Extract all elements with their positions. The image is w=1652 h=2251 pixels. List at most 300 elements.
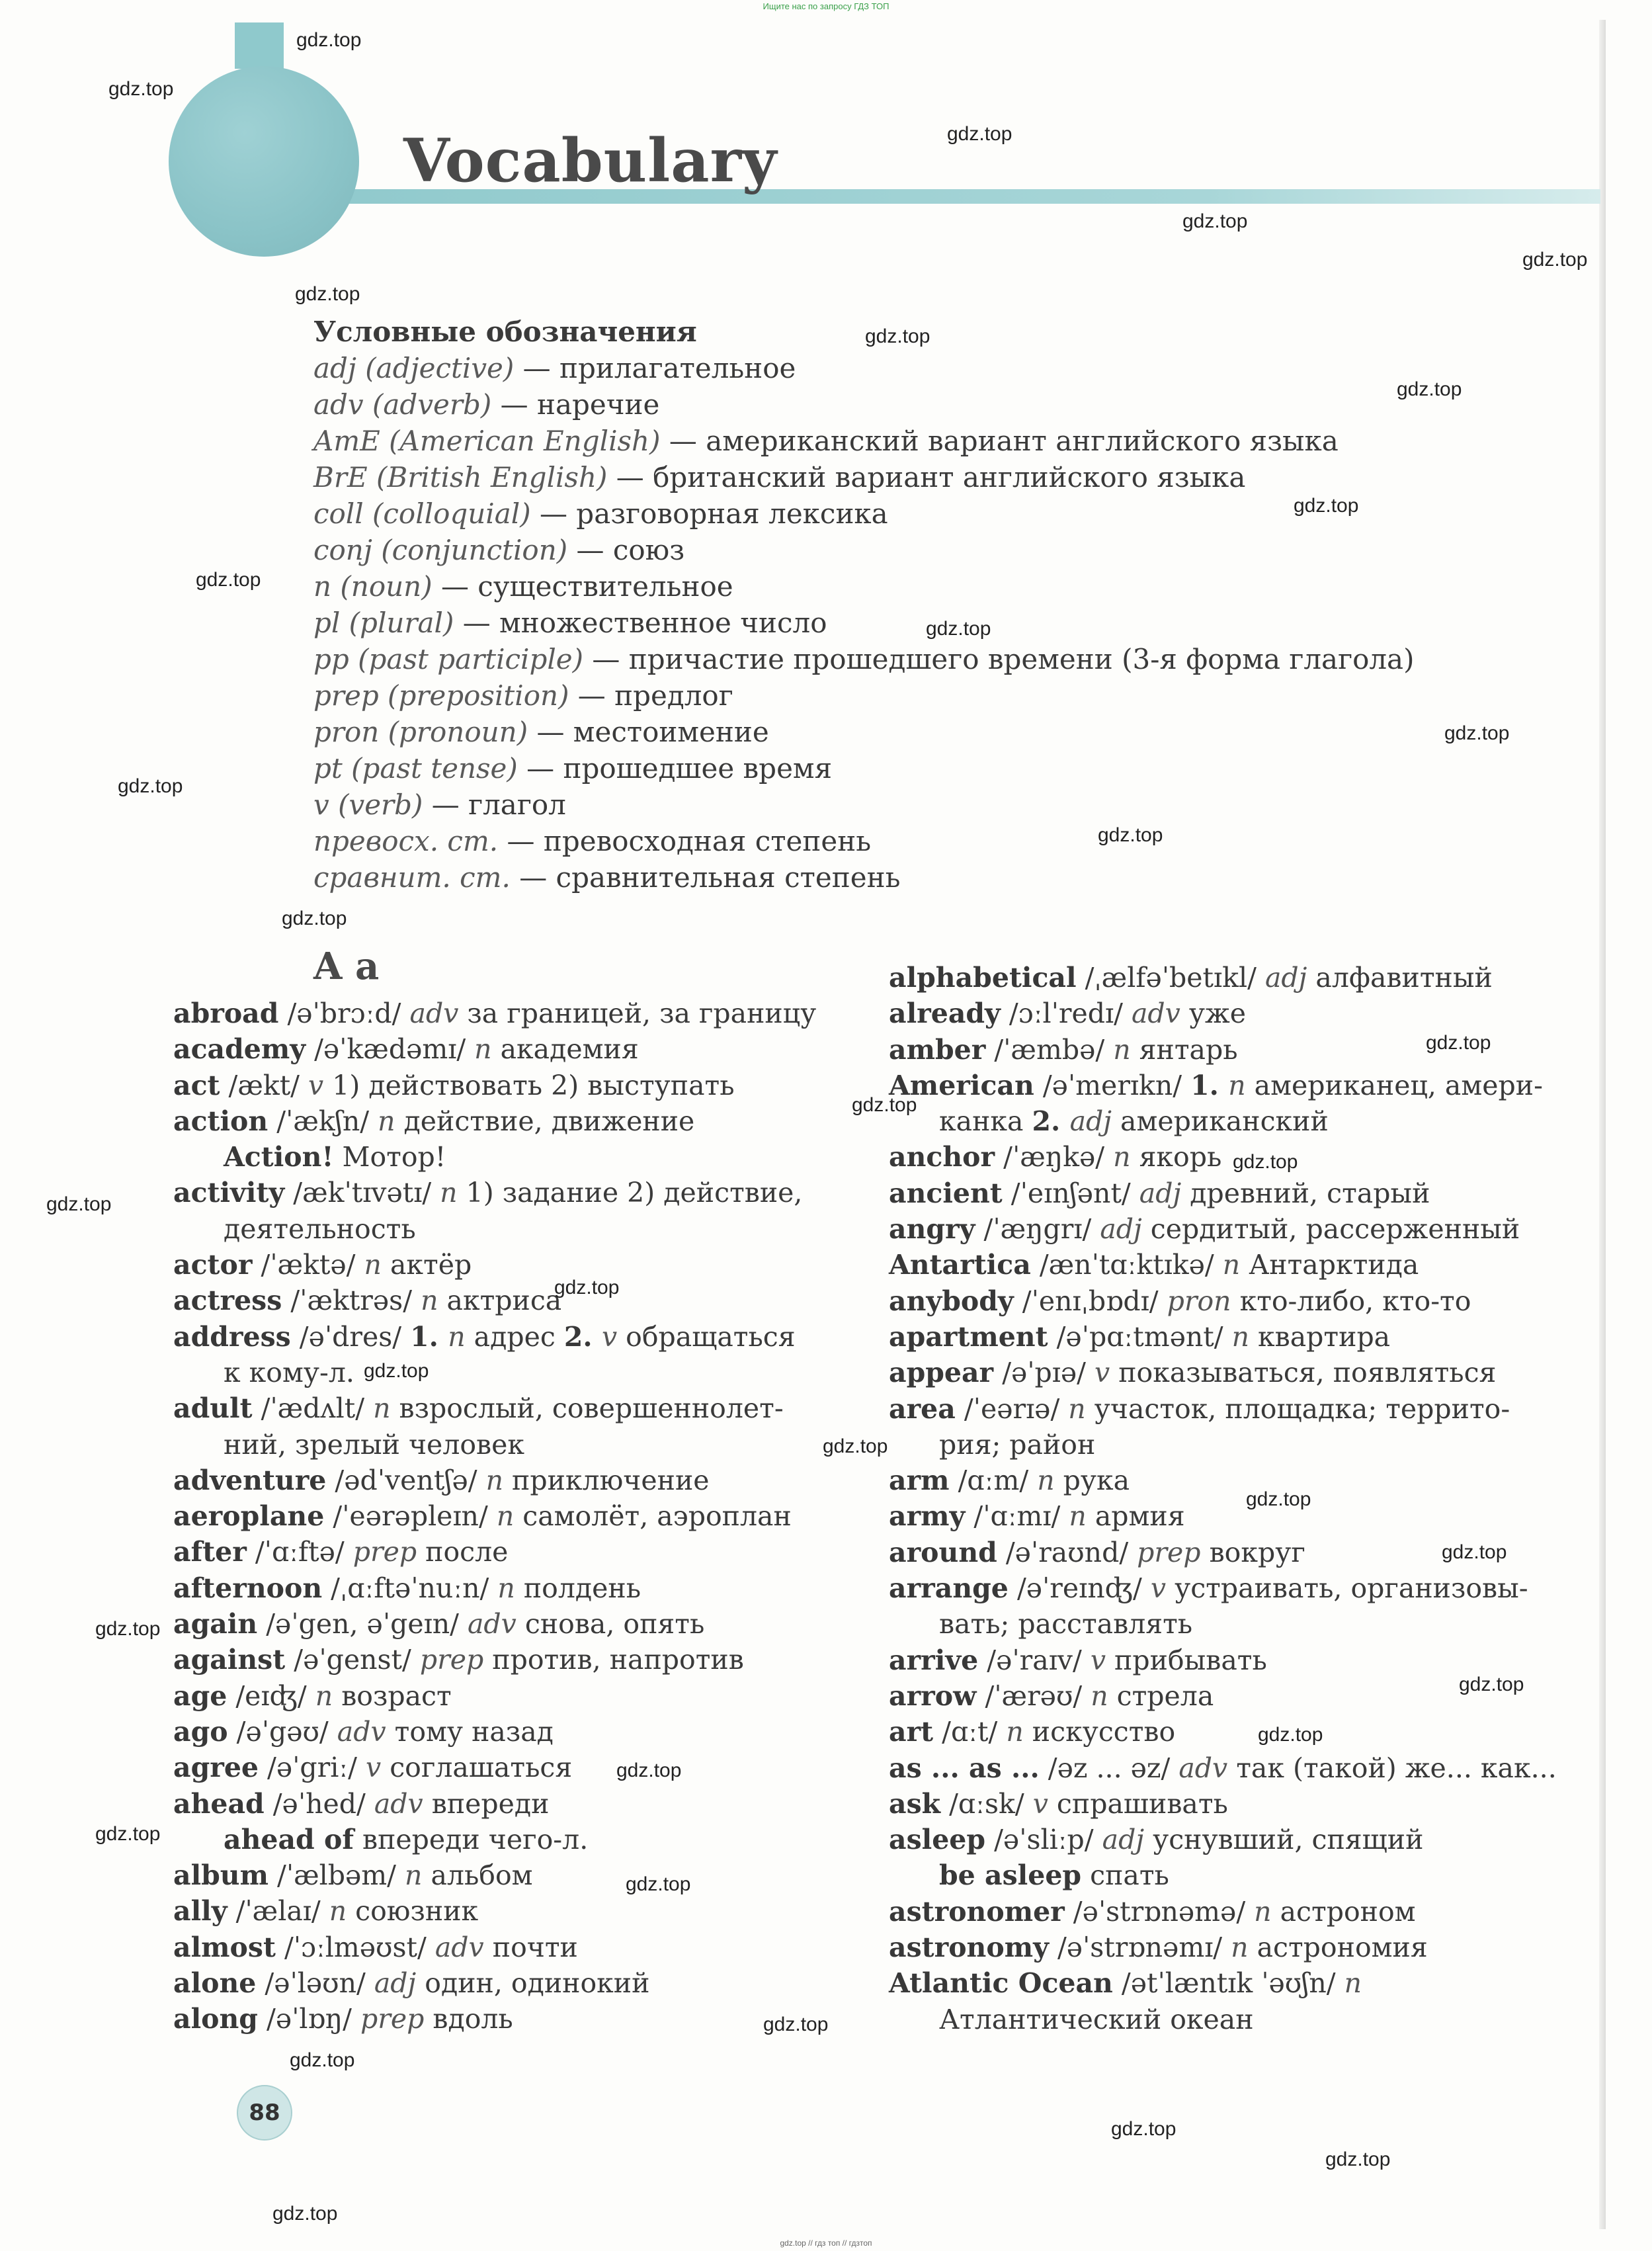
headword: around — [889, 1536, 997, 1568]
legend-row — [313, 495, 1570, 532]
dictionary-entry — [889, 1606, 1563, 1642]
legend-row — [313, 532, 1570, 568]
legend-row — [313, 859, 1570, 896]
legend-abbr: v (verb) — [313, 788, 423, 821]
watermark: gdz.top — [46, 1193, 112, 1215]
dictionary-entry — [889, 2002, 1563, 2037]
phrase: Action! — [224, 1141, 334, 1173]
legend-meaning: — глагол — [423, 788, 566, 821]
legend-abbr: pl (plural) — [313, 607, 454, 639]
dictionary-entry — [173, 1139, 848, 1175]
transcription: /eɪʤ/ — [227, 1679, 315, 1712]
part-of-speech: adv — [374, 1787, 423, 1820]
legend-meaning: — предлог — [569, 679, 733, 712]
headword: after — [173, 1536, 247, 1568]
translation: спрашивать — [1048, 1787, 1228, 1820]
legend-abbr: prep (preposition) — [313, 679, 569, 712]
part-of-speech: adv — [434, 1931, 484, 1963]
sense-number: 1. — [1190, 1069, 1229, 1101]
transcription: /ˈɔːlməʊst/ — [275, 1931, 435, 1963]
watermark: gdz.top — [282, 908, 347, 929]
transcription: /ˈædʌlt/ — [252, 1392, 374, 1425]
part-of-speech: v — [1032, 1787, 1048, 1820]
page-number: 88 — [237, 2085, 292, 2141]
legend-row — [313, 350, 1570, 386]
dictionary-entry — [173, 1678, 848, 1714]
watermark: gdz.top — [1522, 249, 1588, 271]
dictionary-entry — [173, 1390, 848, 1426]
dictionary-entry — [889, 1642, 1563, 1678]
translation: тому назад — [386, 1715, 554, 1748]
transcription: /ˈærəʊ/ — [976, 1679, 1091, 1712]
headword: adventure — [173, 1464, 327, 1496]
part-of-speech: n — [1113, 1033, 1131, 1066]
headword: army — [889, 1500, 966, 1533]
headword: aeroplane — [173, 1500, 325, 1533]
headword: as ... as ... — [889, 1752, 1040, 1784]
headword: astronomy — [889, 1932, 1049, 1964]
translation: кто-либо, кто-то — [1231, 1285, 1471, 1317]
watermark: gdz.top — [1459, 1674, 1524, 1695]
legend-meaning: — американский вариант английского языка — [660, 425, 1339, 457]
left-column — [173, 996, 848, 2037]
part-of-speech: n — [1222, 1249, 1241, 1281]
translation: квартира — [1249, 1320, 1391, 1353]
watermark: gdz.top — [852, 1094, 917, 1116]
translation: обращаться — [617, 1320, 796, 1353]
legend-meaning: — множественное число — [454, 607, 827, 639]
part-of-speech: n — [373, 1392, 391, 1425]
part-of-speech: n — [405, 1859, 423, 1892]
transcription: /ɑːsk/ — [940, 1787, 1033, 1820]
watermark: gdz.top — [1442, 1541, 1507, 1563]
dictionary-entry — [173, 1786, 848, 1822]
headword: address — [173, 1320, 291, 1353]
translation: вдоль — [424, 2003, 513, 2035]
dictionary-entry — [173, 1103, 848, 1139]
dictionary-entry — [173, 1211, 848, 1247]
headword: ancient — [889, 1177, 1003, 1209]
translation: адрес — [465, 1320, 564, 1353]
part-of-speech: n — [448, 1320, 466, 1353]
watermark: gdz.top — [95, 1618, 161, 1640]
dictionary-entry — [889, 1930, 1563, 1965]
watermark: gdz.top — [1294, 495, 1359, 517]
watermark: gdz.top — [616, 1760, 682, 1781]
legend-row — [313, 750, 1570, 786]
dictionary-entry — [889, 1391, 1563, 1427]
translation: соглашаться — [381, 1752, 573, 1784]
watermark: gdz.top — [1111, 2118, 1177, 2140]
dictionary-entry — [173, 1175, 848, 1210]
dictionary-entry — [889, 1139, 1563, 1175]
watermark: gdz.top — [1426, 1032, 1491, 1054]
part-of-speech: n — [440, 1177, 458, 1209]
part-of-speech: v — [1090, 1644, 1106, 1676]
headword: art — [889, 1716, 934, 1748]
part-of-speech: n — [329, 1895, 347, 1928]
part-of-speech: adj — [1264, 962, 1307, 994]
legend-abbr: coll (colloquial) — [313, 497, 531, 530]
headword: anchor — [889, 1141, 995, 1173]
translation: полдень — [515, 1572, 641, 1604]
watermark: gdz.top — [364, 1360, 429, 1382]
transcription: /əˈmerɪkn/ — [1034, 1069, 1191, 1101]
dictionary-entry — [889, 1822, 1563, 1857]
headword: again — [173, 1608, 258, 1640]
dictionary-entry — [889, 1498, 1563, 1534]
dictionary-entry — [173, 1068, 848, 1103]
translation: прибывать — [1105, 1644, 1267, 1676]
transcription: /ətˈlæntɪk ˈəʊʃn/ — [1112, 1967, 1344, 2000]
transcription: /ədˈventʃə/ — [326, 1464, 486, 1496]
dictionary-entry — [889, 1175, 1563, 1211]
headword: arrive — [889, 1644, 979, 1676]
headword: along — [173, 2003, 258, 2035]
legend-abbr: n (noun) — [313, 570, 433, 603]
dictionary-entry — [173, 2001, 848, 2037]
headword: American — [889, 1069, 1034, 1101]
headword: apartment — [889, 1320, 1048, 1353]
legend-row — [313, 641, 1570, 677]
dictionary-entry — [173, 1319, 848, 1355]
dictionary-entry — [173, 1965, 848, 2001]
watermark: gdz.top — [1246, 1488, 1311, 1510]
translation: янтарь — [1130, 1033, 1238, 1066]
dictionary-entry — [889, 1463, 1563, 1498]
part-of-speech: n — [1006, 1716, 1024, 1748]
legend-meaning: — существительное — [432, 570, 733, 603]
legend-meaning: — разговорная лексика — [530, 497, 888, 530]
transcription: /ækˈtɪvətɪ/ — [284, 1177, 440, 1209]
translation: спать — [1081, 1859, 1169, 1892]
watermark: gdz.top — [626, 1873, 691, 1895]
translation: впереди чего-л. — [353, 1823, 589, 1855]
part-of-speech: adj — [1069, 1105, 1112, 1138]
translation: искусство — [1023, 1716, 1176, 1748]
part-of-speech: n — [474, 1033, 492, 1066]
transcription: /ˈeərəpleɪn/ — [324, 1500, 497, 1533]
legend-abbr: conj (conjunction) — [313, 534, 568, 566]
translation: участок, площадка; террито- — [1085, 1392, 1510, 1425]
headword: angry — [889, 1213, 975, 1246]
translation: уже — [1180, 998, 1246, 1030]
translation: за границей, за границу — [458, 998, 817, 1029]
headword: actor — [173, 1249, 253, 1281]
dictionary-entry — [173, 1857, 848, 1893]
part-of-speech: n — [496, 1500, 515, 1533]
part-of-speech: n — [1228, 1069, 1246, 1101]
translation: снова, опять — [516, 1608, 705, 1640]
translation: деятельность — [224, 1212, 416, 1245]
legend-meaning: — прилагательное — [514, 352, 796, 384]
transcription: /ˈenɪˌbɒdɪ/ — [1013, 1285, 1167, 1317]
part-of-speech: v — [1094, 1357, 1110, 1389]
watermark: gdz.top — [1444, 722, 1510, 744]
watermark: gdz.top — [823, 1435, 888, 1457]
legend-abbr: pp (past participle) — [313, 643, 584, 675]
part-of-speech: v — [366, 1752, 382, 1784]
watermark: gdz.top — [554, 1277, 620, 1298]
sense-number: 1. — [410, 1320, 448, 1353]
transcription: /ˈækʃn/ — [268, 1105, 378, 1137]
transcription: /əz ... əz/ — [1039, 1752, 1179, 1784]
dictionary-entry — [889, 1068, 1563, 1103]
translation: актёр — [381, 1249, 472, 1281]
headword: ago — [173, 1715, 228, 1748]
part-of-speech: n — [1037, 1465, 1055, 1497]
headword: already — [889, 998, 1001, 1030]
part-of-speech: prep — [360, 2003, 425, 2035]
phrase: ahead of — [224, 1823, 354, 1855]
transcription: /əˈraʊnd/ — [997, 1536, 1137, 1568]
transcription: /əˈbrɔːd/ — [278, 998, 410, 1029]
transcription: /ɑːm/ — [949, 1465, 1038, 1497]
translation: взрослый, совершеннолет- — [390, 1392, 784, 1425]
dictionary-entry — [889, 1211, 1563, 1247]
part-of-speech: n — [1231, 1320, 1249, 1353]
part-of-speech: adj — [374, 1967, 417, 2000]
part-of-speech: adv — [1131, 998, 1180, 1030]
legend-meaning: — прошедшее время — [517, 752, 833, 785]
translation: уснувший, спящий — [1144, 1824, 1424, 1856]
translation: впереди — [423, 1787, 550, 1820]
transcription: /ˈeɪnʃənt/ — [1002, 1177, 1139, 1209]
headword: act — [173, 1069, 220, 1101]
watermark: gdz.top — [108, 78, 174, 100]
dictionary-entry — [889, 1355, 1563, 1390]
legend-meaning: — союз — [567, 534, 685, 566]
transcription: /ˈɑːmɪ/ — [965, 1500, 1069, 1533]
section-letter: A a — [313, 945, 380, 988]
dictionary-entry — [173, 1247, 848, 1283]
dictionary-entry — [889, 1965, 1563, 2001]
legend-abbr: BrE (British English) — [313, 461, 608, 493]
dictionary-entry — [889, 1570, 1563, 1606]
translation: алфавитный — [1307, 962, 1493, 994]
dictionary-entry — [173, 1031, 848, 1067]
transcription: /əˈraɪv/ — [978, 1644, 1091, 1676]
translation: вокруг — [1200, 1536, 1305, 1568]
watermark: gdz.top — [1258, 1724, 1323, 1746]
watermark: gdz.top — [1397, 378, 1462, 400]
sense-number: 2. — [1032, 1105, 1070, 1138]
translation: после — [417, 1536, 509, 1568]
transcription: /ænˈtɑːktɪkə/ — [1030, 1249, 1223, 1281]
part-of-speech: n — [485, 1464, 503, 1496]
headword: astronomer — [889, 1895, 1065, 1928]
part-of-speech: prep — [352, 1536, 417, 1568]
headword: activity — [173, 1177, 285, 1209]
translation: возраст — [333, 1679, 452, 1712]
translation: актриса — [438, 1285, 562, 1317]
legend-abbr: AmE (American English) — [313, 425, 661, 457]
translation: ний, зрелый человек — [224, 1428, 525, 1461]
transcription: /ˌælfəˈbetɪkl/ — [1076, 962, 1265, 994]
headword: academy — [173, 1033, 306, 1066]
part-of-speech: n — [1068, 1392, 1086, 1425]
dictionary-entry — [173, 1355, 848, 1390]
translation: рука — [1054, 1465, 1130, 1497]
dictionary-entry — [173, 996, 848, 1031]
headword: actress — [173, 1285, 282, 1317]
part-of-speech: n — [421, 1285, 438, 1317]
part-of-speech: adv — [409, 998, 459, 1029]
part-of-speech: adj — [1100, 1213, 1142, 1246]
legend-meaning: — британский вариант английского языка — [607, 461, 1246, 493]
transcription: /əˈreɪnʤ/ — [1008, 1572, 1151, 1605]
headword: appear — [889, 1357, 994, 1389]
dictionary-entry — [173, 1606, 848, 1642]
decorative-tab — [235, 22, 284, 69]
legend-row — [313, 568, 1570, 605]
part-of-speech: n — [1231, 1932, 1249, 1964]
legend-meaning: — наречие — [491, 388, 660, 421]
part-of-speech: prep — [1137, 1536, 1201, 1568]
translation: стрела — [1108, 1679, 1214, 1712]
translation: почти — [483, 1931, 578, 1963]
translation: академия — [491, 1033, 639, 1066]
headword: amber — [889, 1033, 986, 1066]
decorative-circle — [169, 66, 359, 257]
translation: канка — [939, 1105, 1032, 1138]
dictionary-entry — [889, 1247, 1563, 1283]
legend-row — [313, 459, 1570, 495]
part-of-speech: n — [1344, 1967, 1362, 2000]
headword: almost — [173, 1931, 276, 1963]
dictionary-entry — [173, 1750, 848, 1785]
transcription: /əˈstrɒnəmɪ/ — [1048, 1932, 1231, 1964]
dictionary-entry — [889, 1319, 1563, 1355]
dictionary-entry — [889, 1283, 1563, 1319]
right-column — [889, 960, 1563, 2037]
legend-title: Условные обозначения — [313, 316, 697, 348]
legend-abbr: превосх. ст. — [313, 825, 499, 857]
dictionary-entry — [889, 1894, 1563, 1930]
part-of-speech: v — [601, 1320, 618, 1353]
headword: Antartica — [889, 1249, 1031, 1281]
dictionary-entry — [889, 1857, 1563, 1893]
watermark: gdz.top — [296, 29, 362, 51]
dictionary-entry — [173, 1822, 848, 1857]
part-of-speech: adv — [337, 1715, 386, 1748]
watermark: gdz.top — [1233, 1151, 1298, 1173]
headword: age — [173, 1679, 227, 1712]
legend-abbr: сравнит. ст. — [313, 861, 511, 894]
transcription: /ˈæŋgrɪ/ — [975, 1213, 1100, 1246]
headword: area — [889, 1392, 956, 1425]
transcription: /ækt/ — [220, 1069, 309, 1101]
legend-row — [313, 823, 1570, 859]
dictionary-entry — [889, 1427, 1563, 1463]
headword: abroad — [173, 998, 279, 1029]
translation: к кому-л. — [224, 1356, 354, 1388]
translation: сердитый, рассерженный — [1141, 1213, 1520, 1246]
translation: Мотор! — [333, 1141, 446, 1173]
transcription: /əˈpɪə/ — [993, 1357, 1095, 1389]
headword: alone — [173, 1967, 257, 2000]
transcription: /əˈgenst/ — [285, 1644, 420, 1676]
phrase: be asleep — [939, 1859, 1082, 1892]
headword: ally — [173, 1895, 227, 1928]
translation: древний, старый — [1181, 1177, 1430, 1209]
translation: самолёт, аэроплан — [514, 1500, 792, 1533]
part-of-speech: n — [497, 1572, 515, 1604]
dictionary-entry — [889, 1714, 1563, 1750]
translation: приключение — [503, 1464, 710, 1496]
translation: 1) задание 2) действие, — [457, 1177, 803, 1209]
headword: alphabetical — [889, 962, 1077, 994]
headword: adult — [173, 1392, 253, 1425]
dictionary-entry — [173, 1893, 848, 1929]
legend-row — [313, 423, 1570, 459]
legend-abbr: adj (adjective) — [313, 352, 515, 384]
dictionary-entry — [889, 960, 1563, 996]
translation: американец, амери- — [1245, 1069, 1543, 1101]
translation: 1) действовать 2) выступать — [323, 1069, 735, 1101]
transcription: /ˈɑːftə/ — [246, 1536, 353, 1568]
dictionary-entry — [889, 1750, 1563, 1786]
translation: рия; район — [939, 1428, 1096, 1461]
legend-row — [313, 714, 1570, 750]
headword: arrow — [889, 1679, 977, 1712]
dictionary-entry — [889, 1103, 1563, 1139]
transcription: /əˈgəʊ/ — [227, 1715, 337, 1748]
translation: Антарктида — [1240, 1249, 1419, 1281]
part-of-speech: n — [364, 1249, 382, 1281]
dictionary-entry — [173, 1463, 848, 1498]
transcription: /əˈgriː/ — [259, 1752, 366, 1784]
translation: один, одинокий — [416, 1967, 650, 2000]
legend — [313, 314, 1570, 896]
translation: Атлантический океан — [939, 2003, 1254, 2035]
legend-meaning: — сравнительная степень — [510, 861, 901, 894]
transcription: /əˈhed/ — [264, 1787, 374, 1820]
watermark: gdz.top — [1182, 210, 1248, 232]
legend-meaning: — причастие прошедшего времени (3-я форма глагола) — [583, 643, 1415, 675]
dictionary-entry — [173, 1534, 848, 1570]
headword: ask — [889, 1787, 941, 1820]
headword: arm — [889, 1465, 950, 1497]
dictionary-entry — [173, 1427, 848, 1463]
translation: астрономия — [1248, 1932, 1428, 1964]
headword: Atlantic Ocean — [889, 1967, 1113, 2000]
watermark: gdz.top — [295, 283, 360, 305]
dictionary-entry — [889, 1786, 1563, 1822]
translation: американский — [1111, 1105, 1329, 1138]
transcription: /ˈæktə/ — [252, 1249, 364, 1281]
translation: против, напротив — [483, 1644, 744, 1676]
watermark: gdz.top — [1098, 824, 1163, 846]
watermark: gdz.top — [926, 618, 991, 640]
transcription: /əˈpɑːtmənt/ — [1048, 1320, 1232, 1353]
headword: arrange — [889, 1572, 1009, 1605]
part-of-speech: pron — [1167, 1285, 1231, 1317]
dictionary-entry — [173, 1283, 848, 1318]
legend-row — [313, 386, 1570, 423]
watermark: gdz.top — [196, 569, 261, 591]
transcription: /ˈæmbə/ — [985, 1033, 1114, 1066]
legend-row — [313, 677, 1570, 714]
watermark: gdz.top — [1325, 2148, 1391, 2170]
transcription: /əˈlɒŋ/ — [257, 2003, 360, 2035]
part-of-speech: v — [1150, 1572, 1167, 1605]
watermark: gdz.top — [947, 123, 1012, 145]
translation: действие, движение — [395, 1105, 695, 1137]
watermark: gdz.top — [290, 2049, 355, 2071]
part-of-speech: n — [315, 1679, 333, 1712]
translation: якорь — [1130, 1141, 1222, 1173]
